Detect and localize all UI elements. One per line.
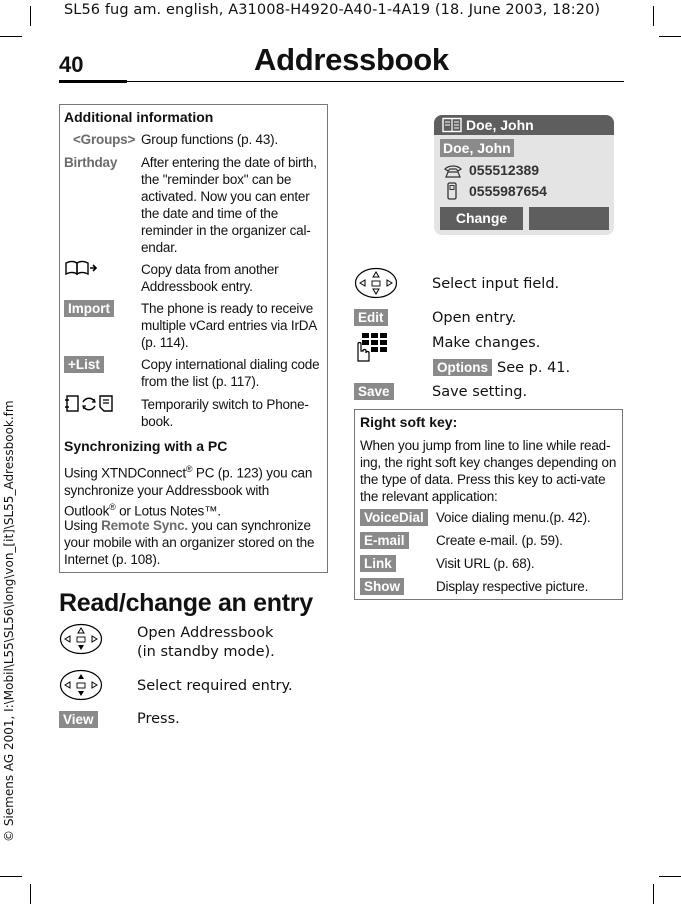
- crop-mark: [0, 876, 22, 877]
- display-title: Doe, John: [434, 115, 614, 135]
- softkey-link: Link: [360, 555, 396, 572]
- header-rule: [127, 81, 624, 82]
- info-text-copy: Copy data from another Addressbook entry.: [141, 262, 279, 294]
- info-key-birthday: Birthday: [64, 155, 118, 170]
- right-text-link: Visit URL (p. 68).: [436, 556, 535, 571]
- softkey-import: Import: [64, 300, 114, 317]
- step-select-input-field: Select input field.: [432, 276, 560, 292]
- header-rule: [59, 80, 127, 83]
- crop-mark: [659, 36, 681, 37]
- step-open-addressbook: Open Addressbook (in standby mode).: [137, 625, 275, 660]
- info-text-switch: Temporarily switch to Phone-book.: [141, 397, 309, 429]
- step-select-entry: Select required entry.: [137, 678, 293, 694]
- step-press: Press.: [137, 711, 180, 727]
- softkey-options: Options: [433, 359, 492, 376]
- softkey-edit: Edit: [354, 309, 388, 326]
- page-number: 40: [59, 52, 84, 77]
- side-file-path: © Siemens AG 2001, I:\Mobil\L55\SL56\long\von_[it]\SL55_Adressbook.fm: [2, 400, 16, 842]
- right-text-email: Create e-mail. (p. 59).: [436, 533, 563, 548]
- phone-display: [434, 115, 614, 235]
- crop-mark: [0, 36, 22, 37]
- info-box-title: Additional information: [64, 109, 214, 125]
- switch-phonebook-icon: [64, 394, 118, 414]
- addressbook-icon: [442, 117, 462, 133]
- nav-key-down-icon: [59, 623, 103, 655]
- step-save-setting: Save setting.: [432, 384, 528, 400]
- nav-key-updown-icon: [59, 669, 103, 701]
- right-text-show: Display respective picture.: [436, 579, 589, 594]
- mobile-phone-icon: [446, 182, 458, 200]
- softkey-show: Show: [360, 578, 404, 595]
- crop-mark: [653, 884, 654, 904]
- section-title: Read/change an entry: [59, 589, 313, 617]
- crop-mark: [653, 6, 654, 26]
- display-number-home: 055512389: [469, 162, 540, 178]
- display-softkey-change: Change: [440, 207, 523, 230]
- crop-mark: [659, 876, 681, 877]
- sync-paragraph-1: Using XTNDConnect® PC (p. 123) you can synchronize your Addressbook with Outlook® or Lotus Notes™.: [64, 464, 313, 518]
- right-text-voicedial: Voice dialing menu.(p. 42).: [436, 510, 591, 525]
- softkey-view: View: [59, 711, 98, 728]
- sync-heading: Synchronizing with a PC: [64, 438, 228, 454]
- softkey-email: E-mail: [360, 532, 409, 549]
- display-softkey-right: [529, 207, 609, 230]
- info-text-plus-list: Copy international dialing code from the list (p. 117).: [141, 357, 320, 389]
- softkey-voicedial: VoiceDial: [360, 509, 428, 526]
- crop-mark: [30, 884, 31, 904]
- copy-entry-icon: [64, 260, 98, 276]
- running-header: SL56 fug am. english, A31008-H4920-A40-1-4A19 (18. June 2003, 18:20): [64, 2, 601, 18]
- display-selected-field: Doe, John: [440, 139, 514, 157]
- step-open-entry: Open entry.: [432, 310, 517, 326]
- landline-phone-icon: [443, 164, 463, 178]
- page-title: Addressbook: [254, 42, 449, 77]
- step-see-page: See p. 41.: [497, 360, 571, 376]
- info-text-birthday: After entering the date of birth, the "reminder box" can be activated. Now you can enter the date and time of the reminder in the organizer cal-endar.: [141, 155, 317, 255]
- softkey-save: Save: [354, 383, 394, 400]
- nav-key-updown-icon: [354, 267, 398, 299]
- step-make-changes: Make changes.: [432, 335, 541, 351]
- right-box-title: Right soft key:: [360, 414, 458, 430]
- info-text-groups: Group functions (p. 43).: [141, 132, 279, 147]
- info-key-groups: <Groups>: [73, 132, 136, 147]
- right-box-intro: When you jump from line to line while read-ing, the right soft key changes depending on the type of data. Press this key to acti-vate the relevant application:: [360, 438, 617, 504]
- sync-paragraph-2: Using Remote Sync. you can synchronize your mobile with an organizer stored on the Internet (p. 108).: [64, 518, 315, 567]
- softkey-plus-list: +List: [64, 356, 104, 373]
- display-number-mobile: 0555987654: [469, 183, 547, 199]
- crop-mark: [30, 6, 31, 26]
- info-text-import: The phone is ready to receive multiple vCard entries via IrDA (p. 114).: [141, 301, 317, 350]
- keypad-hand-icon: [354, 331, 388, 363]
